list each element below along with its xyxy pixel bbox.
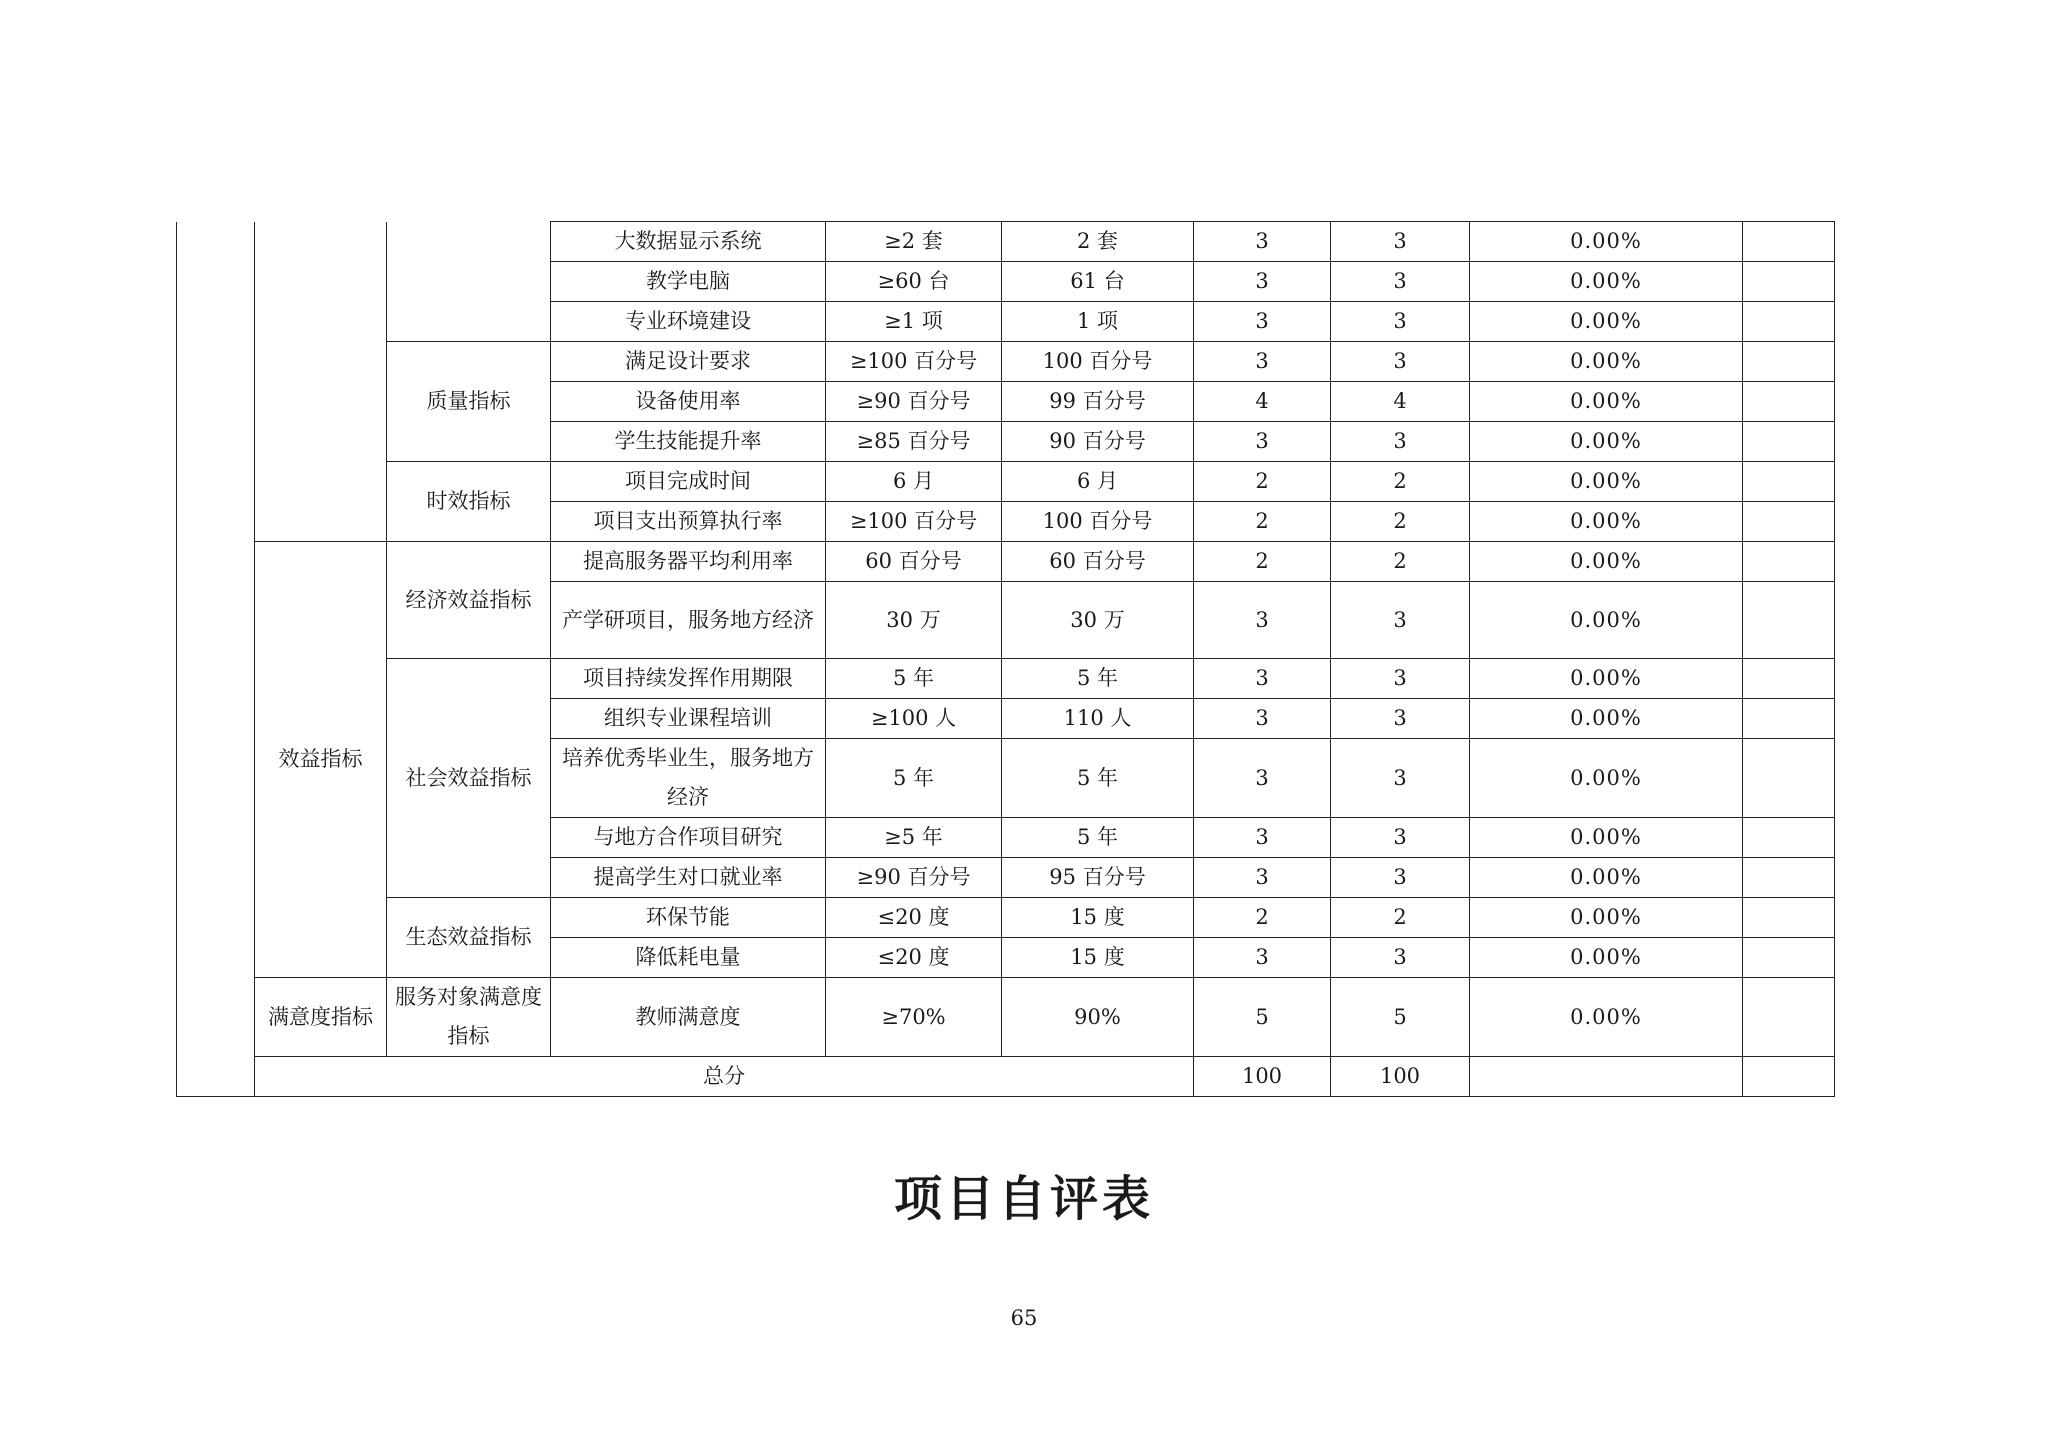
page-number: 65 xyxy=(1010,1306,1038,1330)
score-cell: 3 xyxy=(1331,699,1470,739)
output-category-cell xyxy=(255,222,387,542)
table-row xyxy=(177,462,1835,502)
score-cell: 4 xyxy=(1331,382,1470,422)
actual-cell: 100 百分号 xyxy=(1002,342,1194,382)
deviation-cell: 0.00% xyxy=(1470,858,1743,898)
deviation-cell: 0.00% xyxy=(1470,938,1743,978)
table-row xyxy=(177,222,1835,262)
total-row xyxy=(177,1057,1835,1097)
note-cell xyxy=(1743,262,1835,302)
weight-cell: 3 xyxy=(1194,302,1331,342)
category-satisfaction-cell: 满意度指标 xyxy=(255,978,387,1057)
metric-cell: 降低耗电量 xyxy=(551,938,826,978)
actual-cell: 15 度 xyxy=(1002,898,1194,938)
score-cell: 3 xyxy=(1331,302,1470,342)
actual-cell: 90 百分号 xyxy=(1002,422,1194,462)
target-cell: ≥100 百分号 xyxy=(826,342,1002,382)
group-social-cell: 社会效益指标 xyxy=(387,659,551,898)
metric-cell: 教学电脑 xyxy=(551,262,826,302)
actual-cell: 99 百分号 xyxy=(1002,382,1194,422)
target-cell: ≥100 百分号 xyxy=(826,502,1002,542)
note-cell xyxy=(1743,858,1835,898)
deviation-cell: 0.00% xyxy=(1470,898,1743,938)
actual-cell: 110 人 xyxy=(1002,699,1194,739)
deviation-cell: 0.00% xyxy=(1470,302,1743,342)
metric-cell: 组织专业课程培训 xyxy=(551,699,826,739)
actual-cell: 2 套 xyxy=(1002,222,1194,262)
target-cell: ≤20 度 xyxy=(826,938,1002,978)
note-cell xyxy=(1743,739,1835,818)
score-cell: 2 xyxy=(1331,542,1470,582)
weight-cell: 2 xyxy=(1194,502,1331,542)
metric-cell: 提高服务器平均利用率 xyxy=(551,542,826,582)
deviation-cell: 0.00% xyxy=(1470,262,1743,302)
weight-cell: 3 xyxy=(1194,582,1331,659)
deviation-cell: 0.00% xyxy=(1470,342,1743,382)
metric-cell: 项目支出预算执行率 xyxy=(551,502,826,542)
note-cell xyxy=(1743,938,1835,978)
score-cell: 3 xyxy=(1331,222,1470,262)
note-cell xyxy=(1743,422,1835,462)
weight-cell: 3 xyxy=(1194,699,1331,739)
weight-cell: 5 xyxy=(1194,978,1331,1057)
note-cell xyxy=(1743,659,1835,699)
weight-cell: 3 xyxy=(1194,659,1331,699)
weight-cell: 3 xyxy=(1194,342,1331,382)
document-title: 项目自评表 xyxy=(893,1171,1154,1227)
table-row xyxy=(177,542,1835,582)
score-cell: 2 xyxy=(1331,462,1470,502)
actual-cell: 60 百分号 xyxy=(1002,542,1194,582)
score-cell: 5 xyxy=(1331,978,1470,1057)
score-cell: 3 xyxy=(1331,739,1470,818)
group-economic-cell: 经济效益指标 xyxy=(387,542,551,659)
metric-cell: 教师满意度 xyxy=(551,978,826,1057)
weight-cell: 3 xyxy=(1194,938,1331,978)
outer-category-cell xyxy=(177,222,255,1097)
actual-cell: 1 项 xyxy=(1002,302,1194,342)
quantity-group-cell xyxy=(387,222,551,342)
actual-cell: 15 度 xyxy=(1002,938,1194,978)
group-service-satisfaction-cell: 服务对象满意度指标 xyxy=(387,978,551,1057)
metric-cell: 学生技能提升率 xyxy=(551,422,826,462)
metric-cell: 项目完成时间 xyxy=(551,462,826,502)
table-row xyxy=(177,978,1835,1057)
metric-cell: 产学研项目，服务地方经济 xyxy=(551,582,826,659)
deviation-cell: 0.00% xyxy=(1470,542,1743,582)
target-cell: ≥2 套 xyxy=(826,222,1002,262)
target-cell: ≥90 百分号 xyxy=(826,858,1002,898)
note-cell xyxy=(1743,978,1835,1057)
actual-cell: 30 万 xyxy=(1002,582,1194,659)
note-cell xyxy=(1743,382,1835,422)
note-cell xyxy=(1743,542,1835,582)
weight-cell: 3 xyxy=(1194,262,1331,302)
weight-cell: 3 xyxy=(1194,858,1331,898)
actual-cell: 61 台 xyxy=(1002,262,1194,302)
target-cell: 60 百分号 xyxy=(826,542,1002,582)
score-cell: 3 xyxy=(1331,938,1470,978)
note-cell xyxy=(1743,582,1835,659)
deviation-cell: 0.00% xyxy=(1470,978,1743,1057)
score-cell: 3 xyxy=(1331,262,1470,302)
score-cell: 3 xyxy=(1331,659,1470,699)
weight-cell: 2 xyxy=(1194,898,1331,938)
total-weight: 100 xyxy=(1194,1057,1331,1097)
weight-cell: 3 xyxy=(1194,422,1331,462)
metric-cell: 大数据显示系统 xyxy=(551,222,826,262)
weight-cell: 3 xyxy=(1194,818,1331,858)
score-cell: 3 xyxy=(1331,582,1470,659)
table-row xyxy=(177,659,1835,699)
target-cell: ≥85 百分号 xyxy=(826,422,1002,462)
table-row xyxy=(177,898,1835,938)
target-cell: ≥70% xyxy=(826,978,1002,1057)
target-cell: ≥100 人 xyxy=(826,699,1002,739)
deviation-cell: 0.00% xyxy=(1470,659,1743,699)
deviation-cell: 0.00% xyxy=(1470,818,1743,858)
score-cell: 3 xyxy=(1331,422,1470,462)
metric-cell: 与地方合作项目研究 xyxy=(551,818,826,858)
weight-cell: 2 xyxy=(1194,542,1331,582)
deviation-cell: 0.00% xyxy=(1470,582,1743,659)
note-cell xyxy=(1743,898,1835,938)
weight-cell: 3 xyxy=(1194,739,1331,818)
group-timeliness-cell: 时效指标 xyxy=(387,462,551,542)
target-cell: 5 年 xyxy=(826,659,1002,699)
total-label: 总分 xyxy=(255,1057,1194,1097)
actual-cell: 5 年 xyxy=(1002,659,1194,699)
score-cell: 3 xyxy=(1331,858,1470,898)
total-deviation-blank xyxy=(1470,1057,1743,1097)
deviation-cell: 0.00% xyxy=(1470,699,1743,739)
deviation-cell: 0.00% xyxy=(1470,222,1743,262)
total-score: 100 xyxy=(1331,1057,1470,1097)
target-cell: ≥5 年 xyxy=(826,818,1002,858)
note-cell xyxy=(1743,222,1835,262)
category-benefit-cell: 效益指标 xyxy=(255,542,387,978)
metric-cell: 培养优秀毕业生，服务地方经济 xyxy=(551,739,826,818)
actual-cell: 6 月 xyxy=(1002,462,1194,502)
target-cell: 30 万 xyxy=(826,582,1002,659)
actual-cell: 95 百分号 xyxy=(1002,858,1194,898)
score-cell: 2 xyxy=(1331,502,1470,542)
target-cell: ≥90 百分号 xyxy=(826,382,1002,422)
actual-cell: 5 年 xyxy=(1002,739,1194,818)
metric-cell: 专业环境建设 xyxy=(551,302,826,342)
weight-cell: 3 xyxy=(1194,222,1331,262)
score-cell: 2 xyxy=(1331,898,1470,938)
note-cell xyxy=(1743,699,1835,739)
deviation-cell: 0.00% xyxy=(1470,422,1743,462)
metric-cell: 项目持续发挥作用期限 xyxy=(551,659,826,699)
table-row xyxy=(177,342,1835,382)
deviation-cell: 0.00% xyxy=(1470,382,1743,422)
score-cell: 3 xyxy=(1331,818,1470,858)
metric-cell: 设备使用率 xyxy=(551,382,826,422)
target-cell: ≥60 台 xyxy=(826,262,1002,302)
group-quality-cell: 质量指标 xyxy=(387,342,551,462)
weight-cell: 4 xyxy=(1194,382,1331,422)
group-ecological-cell: 生态效益指标 xyxy=(387,898,551,978)
actual-cell: 100 百分号 xyxy=(1002,502,1194,542)
target-cell: ≥1 项 xyxy=(826,302,1002,342)
note-cell xyxy=(1743,462,1835,502)
note-cell xyxy=(1743,818,1835,858)
actual-cell: 5 年 xyxy=(1002,818,1194,858)
target-cell: 5 年 xyxy=(826,739,1002,818)
evaluation-table xyxy=(176,221,1835,1097)
note-cell xyxy=(1743,502,1835,542)
deviation-cell: 0.00% xyxy=(1470,462,1743,502)
deviation-cell: 0.00% xyxy=(1470,739,1743,818)
deviation-cell: 0.00% xyxy=(1470,502,1743,542)
metric-cell: 环保节能 xyxy=(551,898,826,938)
actual-cell: 90% xyxy=(1002,978,1194,1057)
target-cell: 6 月 xyxy=(826,462,1002,502)
note-cell xyxy=(1743,302,1835,342)
total-note-blank xyxy=(1743,1057,1835,1097)
note-cell xyxy=(1743,342,1835,382)
target-cell: ≤20 度 xyxy=(826,898,1002,938)
metric-cell: 提高学生对口就业率 xyxy=(551,858,826,898)
metric-cell: 满足设计要求 xyxy=(551,342,826,382)
score-cell: 3 xyxy=(1331,342,1470,382)
weight-cell: 2 xyxy=(1194,462,1331,502)
